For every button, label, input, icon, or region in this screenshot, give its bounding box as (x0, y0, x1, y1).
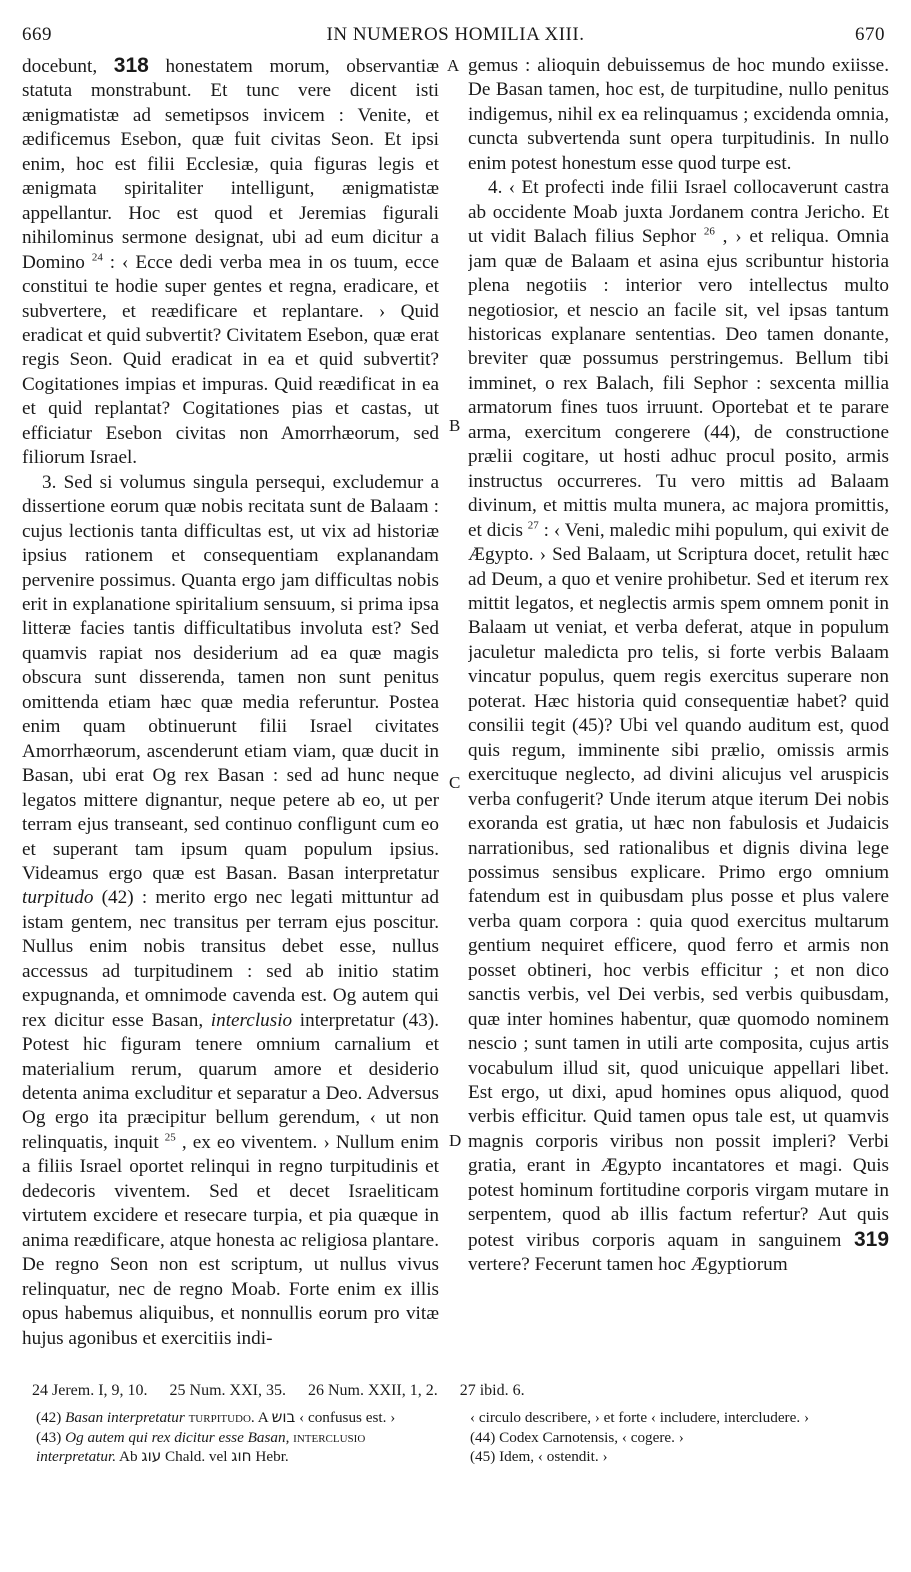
note-45: (45) Idem, ‹ ostendit. › (470, 1448, 608, 1465)
text-run: vertere? Fecerunt tamen hoc Ægyptiorum (468, 1254, 788, 1276)
text-run: , › et reliqua. Omnia jam quæ de Balaam et asina ejus scribuntur historia plena negotiis : interior vero intellectus multo negotiosior, et nescio an facile sit, vel ipsas tantum historicas explanare sententias. Deo tamen donante, breviter quæ possumus perstringemus. Bellum tibi imminet, o rex Balach, fili Sephor : sexcenta millia armatorum fines tuos irruunt. Oportebat et te parare arma, exercitum congerere (44), de constructione prælii cogitare, ut hosti adhuc procul posito, armis instructus occurreres. Tu vero mittis ad Balaam divinum, et mittis multa munera, ac majora promittis, et dicis (468, 226, 889, 541)
inline-page-marker: 318 (113, 54, 149, 77)
left-page-number: 669 (22, 24, 52, 45)
note-text: ‹ confusus est. › (299, 1409, 396, 1426)
right-column (468, 54, 889, 1372)
text-run: interpretatur (43). Potest hic figuram tenere omnium carnalium et materialium rerum, quarum amore et desiderio detenta anima excluditur et separatur a Deo. Adversus Og ergo ita præcipitur bellum gerendum, ‹ ut non relinquatis, inquit (22, 1009, 439, 1153)
text-run: 4. ‹ Et profecti inde filii Israel collocaverunt castra ab occidente Moab juxta Jordanem contra Jericho. Et ut vidit Balach filius Sephor (468, 177, 889, 248)
text-run: : ‹ Ecce dedi verba mea in os tuum, ecce constitui te hodie super gentes et regna, eradicare, et subvertere, et reædificare et replantare. › Quid eradicat et quid subvertit? Civitatem Esebon, quæ erat regis Seon. Quid eradicat in ea et quid subvertit? Cogitationes impias et impuras. Quid reædificat in ea et quid replantat? Cogitationes pias et castas, ut efficiatur Esebon civitas non Amorrhæorum, sed filiorum Israel. (22, 251, 439, 469)
note-43 (36, 1428, 446, 1467)
footnote: 24 Jerem. I, 9, 10. (32, 1382, 148, 1399)
footnote: 26 Num. XXII, 1, 2. (307, 1382, 438, 1399)
note-43-continued: ‹ circulo describere, › et forte ‹ includere, intercludere. › (470, 1409, 810, 1426)
margin-letter-b: B (449, 416, 461, 435)
hebrew-word: בוש (271, 1408, 296, 1426)
margin-letter-d: D (449, 1131, 462, 1150)
margin-letter-a: A (447, 56, 460, 75)
note-42 (36, 1408, 446, 1428)
note-italic: interpretatur. (36, 1448, 117, 1465)
note-smallcaps: interclusio (293, 1428, 366, 1446)
note-text: Ab (118, 1448, 138, 1465)
footnote: 27 ibid. 6. (459, 1382, 525, 1399)
text-run: (42) : merito ergo nec legati mittuntur ad istam gentem, nec transitus per terram ejus poscitur. Nullus enim nobis transitus debet esse, nullus accessus ad turpitudinem : sed ab initio statim expugnanda, et omnimode cavenda est. Og autem qui rex dicitur esse Basan, (22, 887, 439, 1031)
note-44: (44) Codex Carnotensis, ‹ cogere. › (470, 1428, 684, 1446)
right-page-number: 670 (855, 24, 885, 45)
running-title: IN NUMEROS HOMILIA XIII. (326, 24, 585, 45)
note-text: A (257, 1409, 268, 1426)
note-text: Hebr. (255, 1448, 289, 1465)
note-italic: Og autem qui rex dicitur esse Basan, (65, 1428, 290, 1446)
text-run: gemus : alioquin debuissemus de hoc mundo exiisse. De Basan tamen, hoc est, de turpitudine, nullo penitus indigemus, nihil ex ea relinquamus ; excidenda omnia, cuncta subvertenda sunt opera turpitudinis. In nullo enim potest honestum esse quod turpe est. (468, 55, 889, 174)
italic-term: turpitudo (22, 887, 94, 909)
text-run: honestatem morum, observantiæ statuta monstrabunt. Et tunc vere dicent isti ænigmatistæ ad semetipsos invicem : Venite, et ædificemus Esebon, quæ fuit civitas Seon. Et ipsi enim, hoc est filii Ecclesiæ, quia figuras legis et ænigmata spiritaliter intelligunt, ænigmatistæ appellantur. Hoc est quod et Jeremias figurali nihilominus sermone designat, ubi ad eum dicitur a Domino (22, 56, 439, 273)
paragraph-left-1 (22, 54, 439, 471)
text-run: 3. Sed si volumus singula persequi, excludemur a dissertione eorum quæ nobis recitata sunt de Balaam : cujus lectionis tanta difficultas est, ut vix ad historiæ ipsius rationem et consequentiam explanandam pervenire possimus. Quanta ergo jam difficultas nobis erit in explanatione spiritalium sensuum, si prima ipsa litteræ facies tantis difficultatibus involuta est? Sed quamvis rapiat nos desiderium ad ea quæ magis obscura sunt disserenda, tamen non sunt penitus omittenda etiam hæc quæ media referuntur. Postea enim quam obtinuerunt filii Israel civitates Amorrhæorum, ascenderunt etiam viam, quæ ducit in Basan, ubi erat Og rex Basan : sed ad hunc neque legatos mittere dignantur, neque petere ab eo, ut per terram ejus transeant, sed continuo confligunt cum eo et superant tam ipsum quam populum ipsius. Videamus ergo quæ est Basan. Basan interpretatur (22, 471, 439, 884)
paragraph-right-1 (468, 54, 889, 176)
footnote-ref: 25 (164, 1131, 176, 1144)
text-run: docebunt, (22, 56, 98, 77)
margin-letter-c: C (449, 773, 461, 792)
note-text: Chald. vel (165, 1448, 228, 1465)
hebrew-word: חוג (231, 1447, 252, 1465)
text-run: : ‹ Veni, maledic mihi populum, qui exivit de Ægypto. › Sed Balaam, ut Scriptura docet, retulit hæc ad Deum, a quo et venire prohibetur. Sed et iterum rex mittit legatos, et neglectis armis spem omnem ponit in Balaam ut veniat, et verba deferat, atque in populum jaculetur maledicta pro telis, si forte verbis Balaam vincatur populus, quem regis exercitus superare non poterat. Hæc historia quid consequentiæ habet? quid consilii tegit (45)? Ubi vel quando auditum est, quod quis regum, imminente sibi prælio, omissis armis exercituque neglecto, ad divini alicujus vel aruspicis verba confugerit? Unde iterum atque iterum Dei nobis exoranda est gratia, ut hæc non fabulosis et Judaicis narrationibus, sed rationalibus et dignis divina lege possimus sensibus explicare. Primo ergo omnium fatendum est in quibusdam plus posse et plus valere verba quam corpora : quia quod exercitus multarum gentium nequiret efficere, quod ferro et armis non posset obtineri, hoc verbis efficitur ; et non dico sanctis verbis, vel Dei verbis, sed verbis quibusdam, quæ inter homines habentur, quæ quomodo nominem nescio ; sunt tamen in utili arte composita, cujus artis vocabulum illud sit, quod unicuique appellari libet. Est ergo, ut dixi, apud homines opus aliquod, quod verbis efficitur. Quid tamen opus tale est, ut quamvis magnis corporis viribus non possit impleri? Verbi gratia, erant in Ægypto incantatores et magi. Quis potest hominum fortitudine corporis virgam mutare in serpentem, quod ab illis factum refertur? Aut quis potest viribus corporis aquam in sanguinem (468, 519, 889, 1251)
footnote-ref: 24 (91, 251, 103, 264)
editorial-notes-left (36, 1408, 446, 1467)
paragraph-left-2 (22, 471, 439, 1351)
note-number: (43) (36, 1428, 62, 1446)
note-smallcaps: turpitudo. (188, 1409, 255, 1426)
inline-page-marker: 319 (853, 1227, 889, 1251)
text-run: , ex eo viventem. › Nullum enim a filiis Israel oportet relinqui in regno turpitudinis et dedecoris viventem. Sed et decet Israeliticam virtutem excidere et resecare turpia, et pia quæque in anima reædificare, atque honesta ac religiosa plantare. De regno Seon non est scriptum, ut nullus vivus relinquatur, nec de regno Moab. Forte enim ex illis opus habemus aliquibus, et nonnullis eorum pro vitæ hujus agonibus et exercitiis indi- (22, 1131, 439, 1349)
note-number: (42) (36, 1409, 62, 1426)
editorial-notes-right (470, 1408, 890, 1467)
footnote-ref: 26 (703, 225, 715, 238)
hebrew-word: עוג (141, 1447, 162, 1465)
note-italic: Basan interpretatur (65, 1409, 185, 1426)
scripture-footnotes (32, 1381, 892, 1401)
footnote-ref: 27 (527, 519, 539, 532)
footnote: 25 Num. XXI, 35. (169, 1382, 286, 1399)
left-column (22, 54, 439, 1372)
paragraph-right-2 (468, 176, 889, 1277)
italic-term: interclusio (210, 1009, 293, 1031)
